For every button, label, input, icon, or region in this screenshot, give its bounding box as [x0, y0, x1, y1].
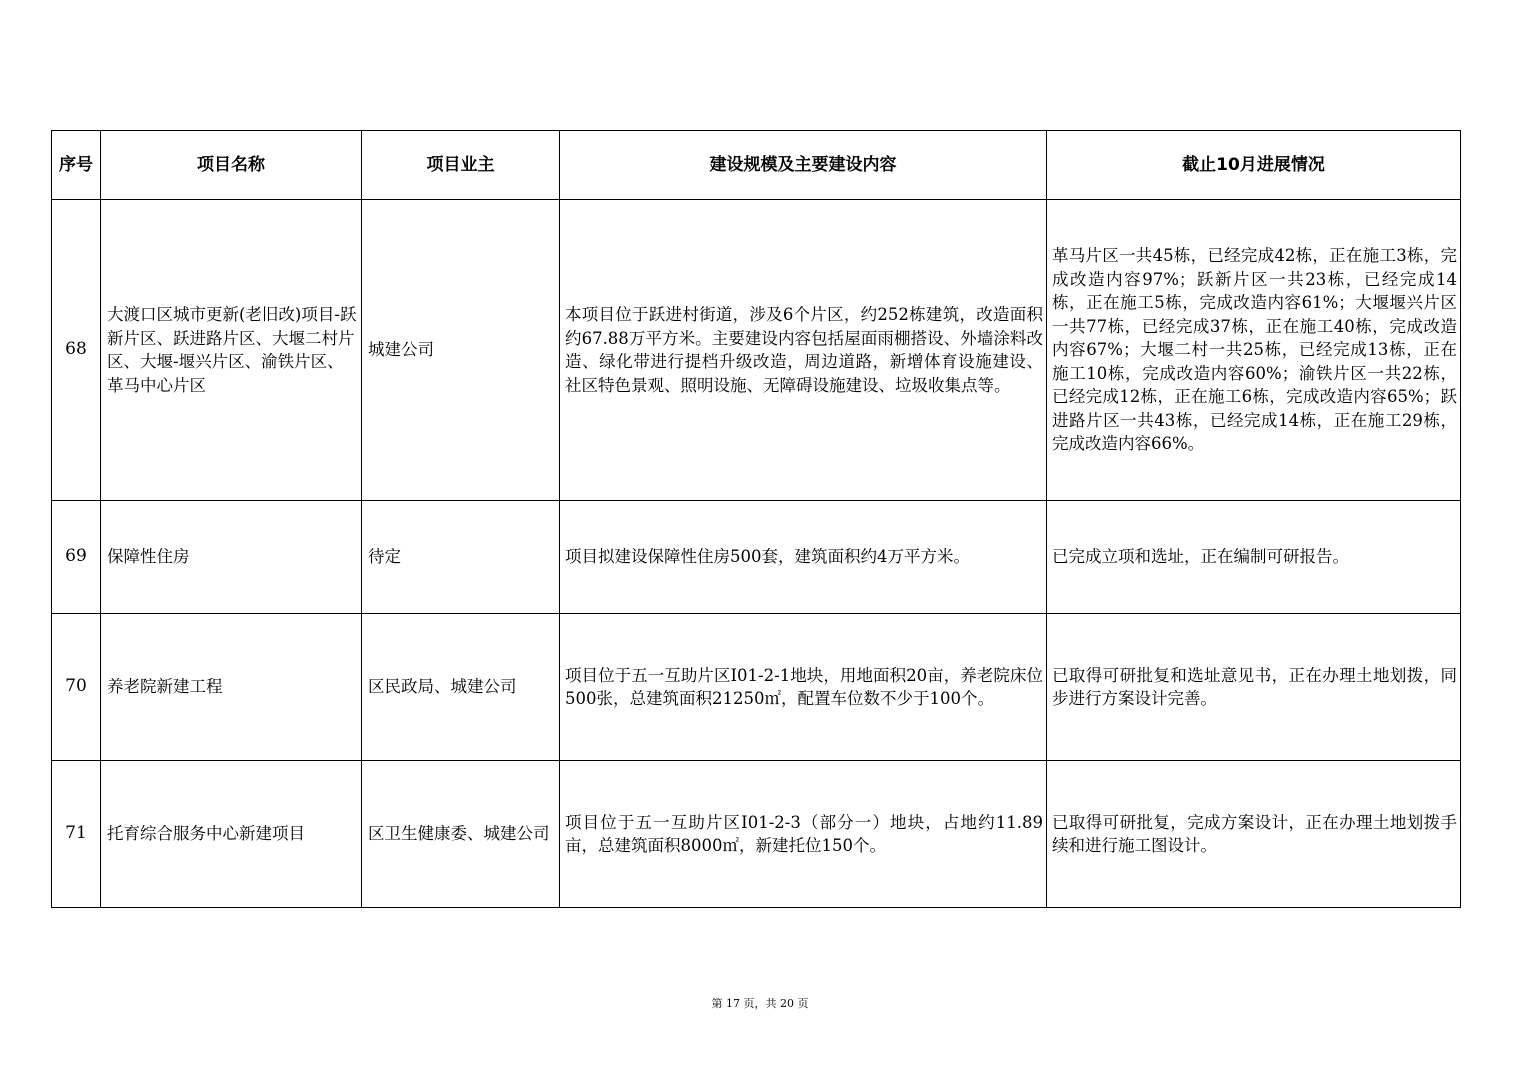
- cell-no: 70: [52, 614, 101, 761]
- header-row: [52, 131, 1461, 200]
- cell-no: 68: [52, 200, 101, 501]
- cell-content: 项目位于五一互助片区I01-2-3（部分一）地块，占地约11.89亩，总建筑面积8000㎡，新建托位150个。: [560, 761, 1047, 908]
- header-no: 序号: [52, 131, 101, 200]
- table-row: [52, 614, 1461, 761]
- cell-content: 项目位于五一互助片区I01-2-1地块，用地面积20亩，养老院床位500张，总建筑面积21250㎡，配置车位数不少于100个。: [560, 614, 1047, 761]
- cell-name: 保障性住房: [101, 501, 362, 614]
- cell-name: 托育综合服务中心新建项目: [101, 761, 362, 908]
- header-content: 建设规模及主要建设内容: [560, 131, 1047, 200]
- cell-content: 本项目位于跃进村街道，涉及6个片区，约252栋建筑，改造面积约67.88万平方米。主要建设内容包括屋面雨棚搭设、外墙涂料改造、绿化带进行提档升级改造，周边道路，新增体育设施建设、社区特色景观、照明设施、无障碍设施建设、垃圾收集点等。: [560, 200, 1047, 501]
- header-name: 项目名称: [101, 131, 362, 200]
- cell-progress: 已取得可研批复和选址意见书，正在办理土地划拨，同步进行方案设计完善。: [1047, 614, 1461, 761]
- project-table: [51, 130, 1461, 908]
- table-row: [52, 761, 1461, 908]
- cell-owner: 城建公司: [362, 200, 560, 501]
- cell-owner: 区卫生健康委、城建公司: [362, 761, 560, 908]
- cell-progress: 已取得可研批复，完成方案设计，正在办理土地划拨手续和进行施工图设计。: [1047, 761, 1461, 908]
- page-number: 第 17 页，共 20 页: [711, 997, 809, 1010]
- header-progress: 截止10月进展情况: [1047, 131, 1461, 200]
- cell-owner: 区民政局、城建公司: [362, 614, 560, 761]
- cell-no: 71: [52, 761, 101, 908]
- table-header: [52, 131, 1461, 200]
- cell-name: 大渡口区城市更新(老旧改)项目-跃新片区、跃进路片区、大堰二村片区、大堰-堰兴片区、渝铁片区、革马中心片区: [101, 200, 362, 501]
- table-body: [52, 200, 1461, 908]
- cell-progress: 已完成立项和选址，正在编制可研报告。: [1047, 501, 1461, 614]
- cell-progress: 革马片区一共45栋，已经完成42栋，正在施工3栋，完成改造内容97%；跃新片区一共23栋，已经完成14栋，正在施工5栋，完成改造内容61%；大堰堰兴片区一共77栋，已经完成37栋，正在施工40栋，完成改造内容67%；大堰二村一共25栋，已经完成13栋，正在施工10栋，完成改造内容60%；渝铁片区一共22栋，已经完成12栋，正在施工6栋，完成改造内容65%；跃进路片区一共43栋，已经完成14栋，正在施工29栋，完成改造内容66%。: [1047, 200, 1461, 501]
- cell-no: 69: [52, 501, 101, 614]
- table-row: [52, 200, 1461, 501]
- cell-content: 项目拟建设保障性住房500套，建筑面积约4万平方米。: [560, 501, 1047, 614]
- cell-name: 养老院新建工程: [101, 614, 362, 761]
- cell-owner: 待定: [362, 501, 560, 614]
- header-owner: 项目业主: [362, 131, 560, 200]
- table-row: [52, 501, 1461, 614]
